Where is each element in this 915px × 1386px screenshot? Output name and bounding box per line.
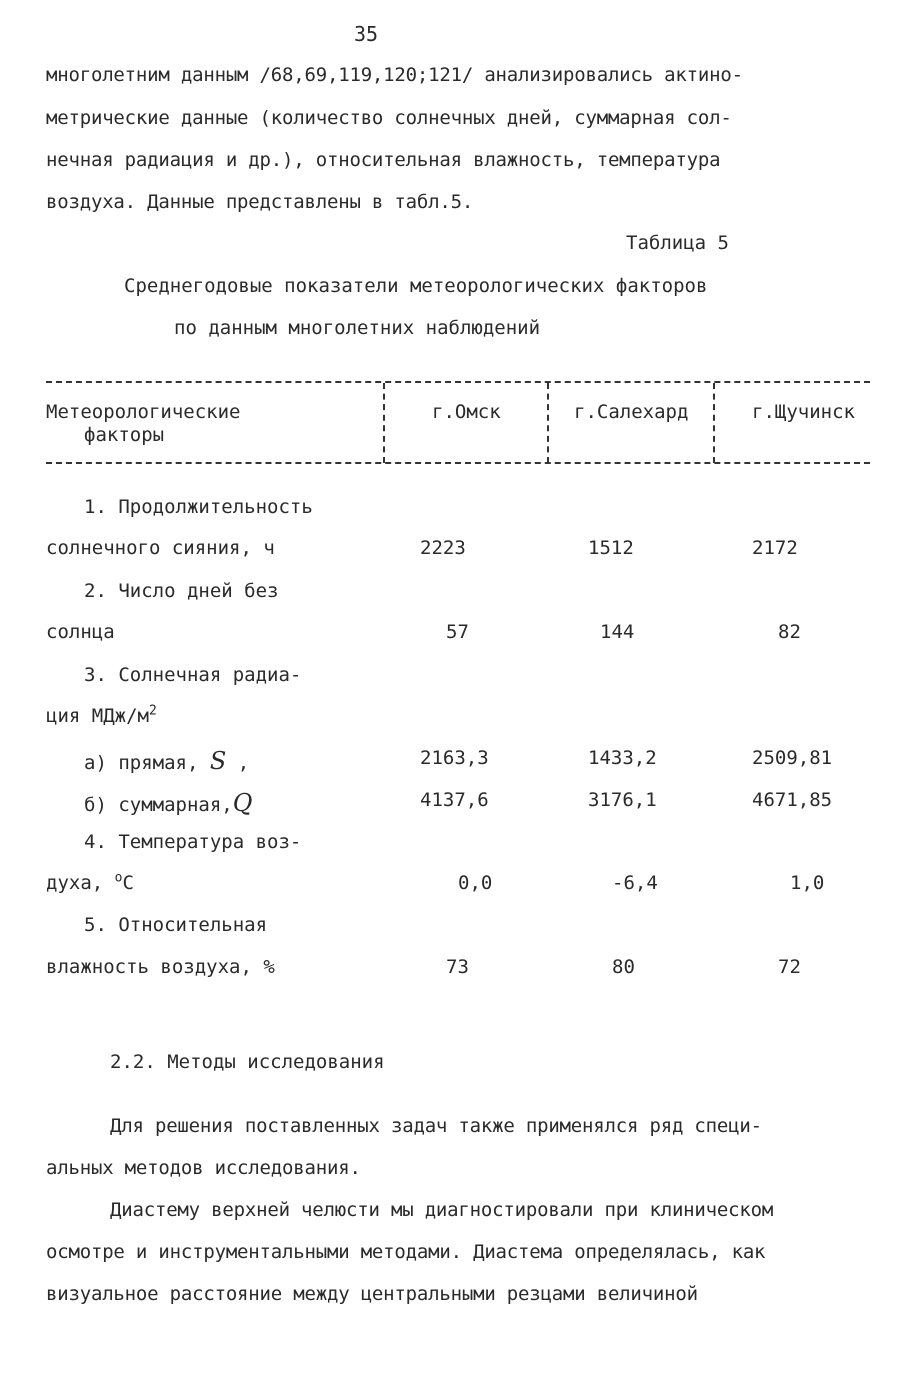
row-5-value-salekhard: 80 [612, 956, 635, 978]
table-top-rule [46, 381, 870, 383]
row-2-value-salekhard: 144 [600, 621, 635, 643]
row-2-value-shchuchinsk: 82 [778, 621, 801, 643]
row-3-label-line-2 [46, 705, 157, 727]
celsius-unit: C [122, 872, 134, 894]
row-3a-value-shchuchinsk: 2509,81 [752, 747, 833, 769]
row-3b-text: б) суммарная, [84, 794, 233, 816]
total-radiation-symbol: Q [232, 789, 253, 817]
row-2-label-line-1: 2. Число дней без [84, 580, 279, 602]
direct-radiation-symbol: S [209, 747, 227, 775]
row-1-value-salekhard: 1512 [588, 537, 634, 559]
row-3b-label [84, 789, 252, 817]
row-1-label-line-2: солнечного сияния, ч [46, 537, 275, 559]
header-col-salekhard: г.Салехард [574, 401, 689, 423]
row-3a-value-salekhard: 1433,2 [588, 747, 657, 769]
intro-line: многолетним данным /68,69,119,120;121/ анализировались актино- [46, 64, 743, 86]
row-3a-value-omsk: 2163,3 [420, 747, 489, 769]
body-line: визуальное расстояние между центральными резцами величиной [46, 1283, 698, 1305]
row-5-label-line-1: 5. Относительная [84, 914, 268, 936]
row-3b-value-omsk: 4137,6 [420, 789, 489, 811]
body-line: Для решения поставленных задач также применялся ряд специ- [110, 1115, 762, 1137]
row-3-label-line-1: 3. Солнечная радиа- [84, 664, 302, 686]
body-line: осмотре и инструментальными методами. Диастема определялась, как [46, 1241, 766, 1263]
row-2-label-line-2: солнца [46, 621, 115, 643]
column-separator [383, 383, 385, 463]
header-col-omsk: г.Омск [432, 401, 501, 423]
table-header-bottom-rule [46, 462, 870, 464]
header-factor-line-1: Метеорологические [46, 401, 241, 423]
degree-mark: o [114, 870, 123, 886]
row-3b-value-shchuchinsk: 4671,85 [752, 789, 833, 811]
row-3a-text: а) прямая, [84, 752, 199, 774]
row-5-label-line-2: влажность воздуха, % [46, 956, 275, 978]
header-col-shchuchinsk: г.Щучинск [752, 401, 855, 423]
intro-line: метрические данные (количество солнечных дней, суммарная сол- [46, 107, 732, 129]
intro-line: воздуха. Данные представлены в табл.5. [46, 191, 474, 213]
row-3a-tail: , [237, 752, 250, 774]
row-1-value-omsk: 2223 [420, 537, 466, 559]
row-3b-value-salekhard: 3176,1 [588, 789, 657, 811]
row-4-label-line-2 [46, 872, 134, 894]
section-heading: 2.2. Методы исследования [110, 1051, 385, 1073]
intro-line: нечная радиация и др.), относительная влажность, температура [46, 149, 721, 171]
row-3-unit-exponent: 2 [148, 703, 157, 719]
row-1-label-line-1: 1. Продолжительность [84, 496, 313, 518]
table-title-line-2: по данным многолетних наблюдений [174, 317, 541, 339]
row-3-unit: ция МДж/м [46, 705, 149, 727]
row-4-label-line-1: 4. Температура воз- [84, 831, 302, 853]
body-line: Диастему верхней челюсти мы диагностировали при клиническом [110, 1199, 774, 1221]
row-4-value-shchuchinsk: 1,0 [790, 872, 825, 894]
row-3a-label [84, 747, 249, 775]
row-2-value-omsk: 57 [446, 621, 469, 643]
column-separator [547, 383, 549, 463]
row-1-value-shchuchinsk: 2172 [752, 537, 798, 559]
body-line: альных методов исследования. [46, 1157, 361, 1179]
table-label: Таблица 5 [626, 232, 729, 254]
row-5-value-shchuchinsk: 72 [778, 956, 801, 978]
row-5-value-omsk: 73 [446, 956, 469, 978]
row-4-value-salekhard: -6,4 [612, 872, 658, 894]
row-4-value-omsk: 0,0 [458, 872, 493, 894]
row-4-text: духа, [46, 872, 104, 894]
column-separator [713, 383, 715, 463]
table-title-line-1: Среднегодовые показатели метеорологических факторов [124, 275, 708, 297]
page-number: 35 [354, 22, 379, 46]
header-factor-line-2: факторы [84, 424, 165, 446]
